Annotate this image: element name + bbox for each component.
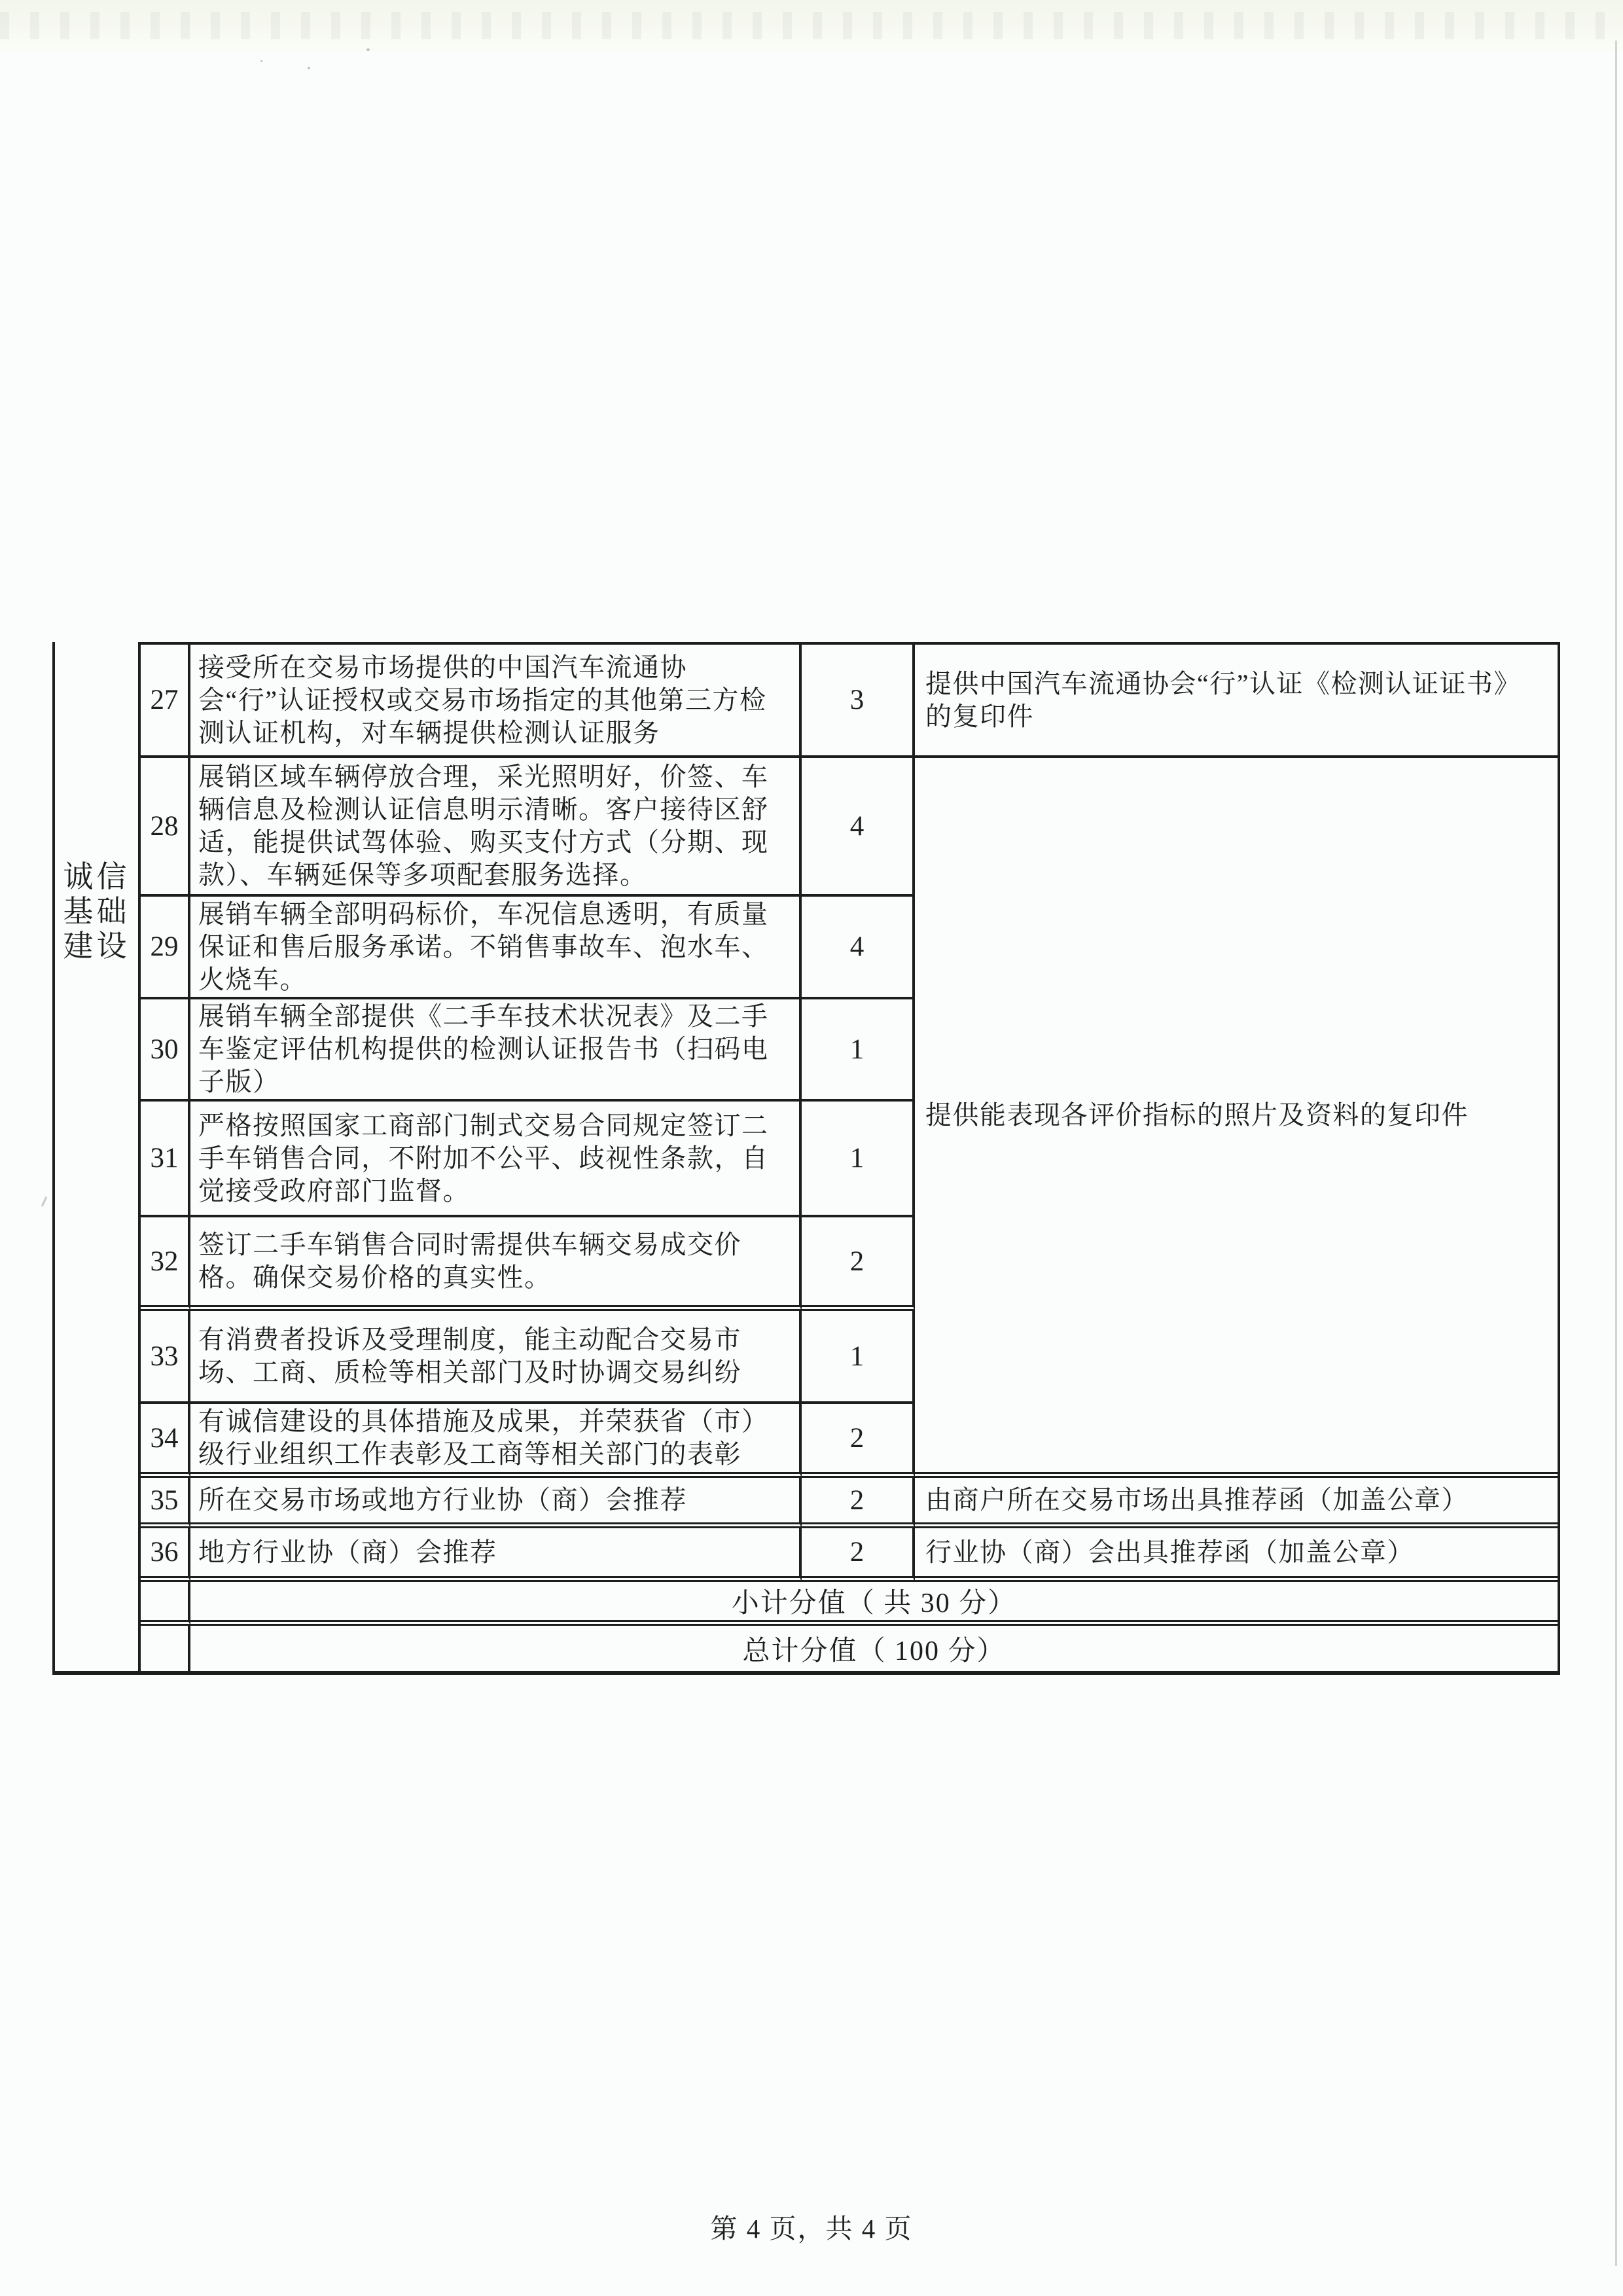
- criteria-text: 地方行业协（商）会推荐: [190, 1528, 802, 1582]
- score-value: 2: [802, 1404, 915, 1478]
- score-value: 3: [802, 642, 915, 758]
- criteria-text: 有诚信建设的具体措施及成果，并荣获省（市）级行业组织工作表彰及工商等相关部门的表彰: [190, 1404, 802, 1478]
- subtotal-row: 小计分值（ 共 30 分）: [190, 1582, 1558, 1626]
- score-value: 1: [802, 1102, 915, 1217]
- criteria-text: 有消费者投诉及受理制度，能主动配合交易市场、工商、质检等相关部门及时协调交易纠纷: [190, 1311, 802, 1404]
- criteria-text: 展销车辆全部提供《二手车技术状况表》及二手车鉴定评估机构提供的检测认证报告书（扫码电子版）: [190, 999, 802, 1102]
- total-row: 总计分值（ 100 分）: [742, 1636, 1006, 1666]
- evidence-text: 由商户所在交易市场出具推荐函（加盖公章）: [915, 1478, 1558, 1528]
- row-number: 27: [141, 642, 190, 758]
- scan-speck: [260, 60, 262, 62]
- criteria-text: 展销车辆全部明码标价，车况信息透明，有质量保证和售后服务承诺。不销售事故车、泡水车、火烧车。: [190, 897, 802, 999]
- row-number: 30: [141, 999, 190, 1102]
- category-cell: [55, 642, 141, 1671]
- category-label: 诚信基础建设: [63, 860, 130, 963]
- row-number: 28: [141, 758, 190, 897]
- scan-speck: [41, 1196, 47, 1207]
- row-number: 33: [141, 1311, 190, 1404]
- evaluation-table: [52, 642, 1560, 1675]
- page-footer: 第 4 页，共 4 页: [710, 2214, 913, 2244]
- empty-cell: [141, 1582, 190, 1626]
- score-value: 1: [802, 999, 915, 1102]
- scan-speck: [308, 67, 310, 69]
- evidence-text: 行业协（商）会出具推荐函（加盖公章）: [915, 1528, 1558, 1582]
- criteria-text: 展销区域车辆停放合理，采光照明好，价签、车辆信息及检测认证信息明示清晰。客户接待区舒适，能提供试驾体验、购买支付方式（分期、现款）、车辆延保等多项配套服务选择。: [190, 758, 802, 897]
- score-value: 2: [802, 1217, 915, 1311]
- criteria-text: 签订二手车销售合同时需提供车辆交易成交价格。确保交易价格的真实性。: [190, 1217, 802, 1311]
- row-number: 31: [141, 1102, 190, 1217]
- score-value: 2: [802, 1478, 915, 1528]
- evidence-text-merged: 提供能表现各评价指标的照片及资料的复印件: [915, 758, 1558, 1478]
- score-value: 2: [802, 1528, 915, 1582]
- row-number: 29: [141, 897, 190, 999]
- evidence-text: 提供中国汽车流通协会“行”认证《检测认证证书》的复印件: [915, 642, 1558, 758]
- criteria-text: 所在交易市场或地方行业协（商）会推荐: [190, 1478, 802, 1528]
- row-number: 34: [141, 1404, 190, 1478]
- criteria-text: 接受所在交易市场提供的中国汽车流通协会“行”认证授权或交易市场指定的其他第三方检测认证机构，对车辆提供检测认证服务: [190, 642, 802, 758]
- score-value: 1: [802, 1311, 915, 1404]
- scan-artifact-top-band: [0, 0, 1623, 52]
- row-number: 36: [141, 1528, 190, 1582]
- scan-artifact-edge-line: [1615, 41, 1617, 2266]
- criteria-text: 严格按照国家工商部门制式交易合同规定签订二手车销售合同，不附加不公平、歧视性条款，自觉接受政府部门监督。: [190, 1102, 802, 1217]
- row-number: 35: [141, 1478, 190, 1528]
- scan-speck: [366, 48, 370, 51]
- score-value: 4: [802, 897, 915, 999]
- row-number: 32: [141, 1217, 190, 1311]
- score-value: 4: [802, 758, 915, 897]
- empty-cell: [141, 1626, 190, 1671]
